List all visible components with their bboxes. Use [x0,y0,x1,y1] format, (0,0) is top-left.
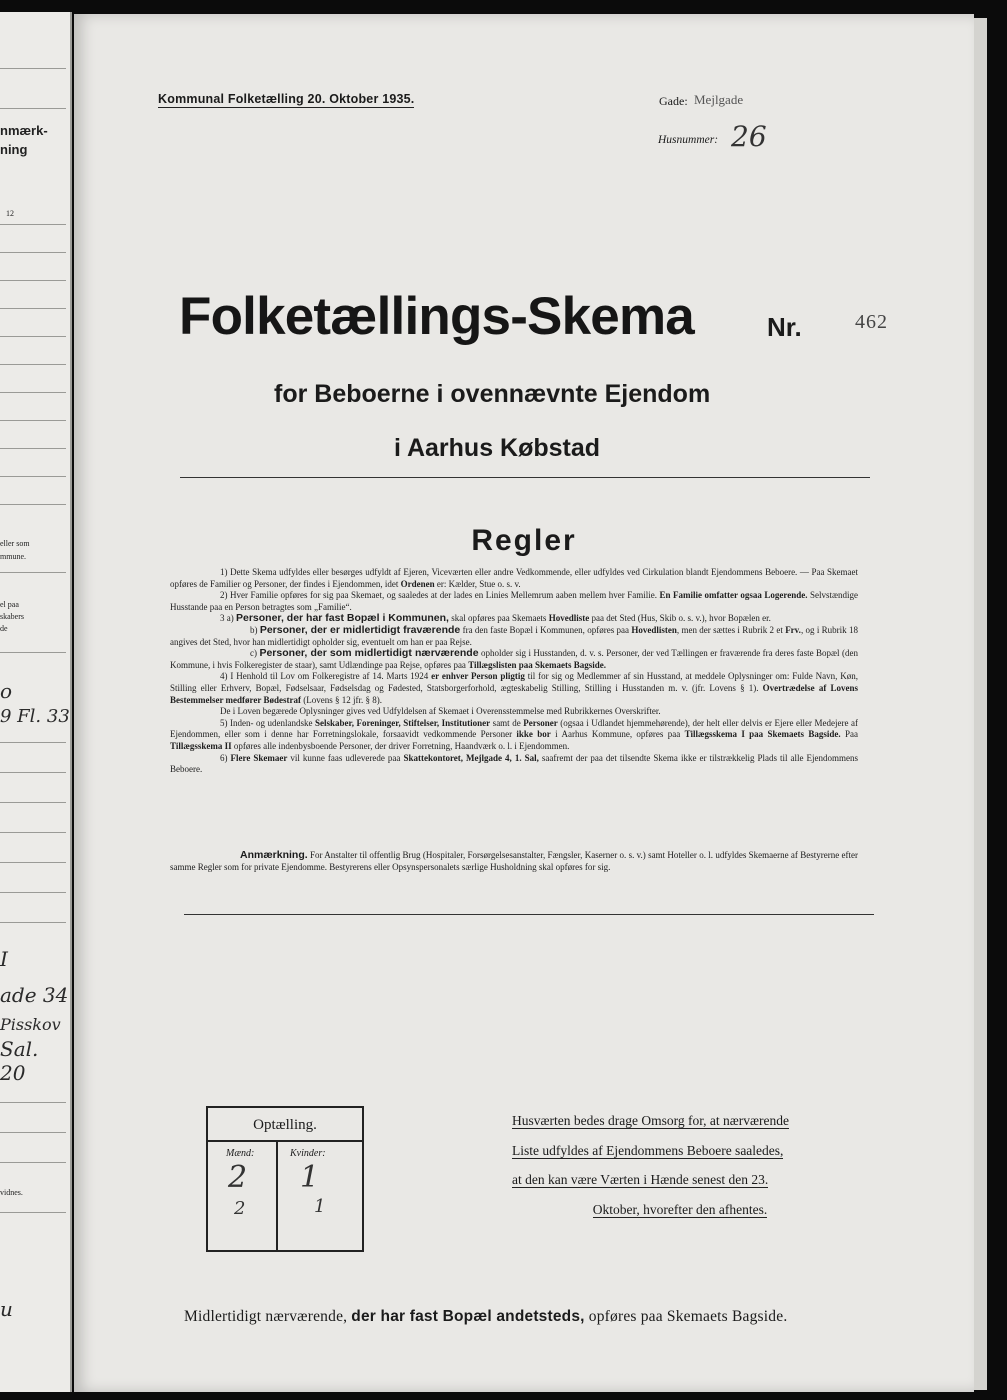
left-page-rule [0,336,66,337]
left-page-rule [0,224,66,225]
left-page-rule [0,448,66,449]
left-page-rule [0,1212,66,1213]
left-page-rule [0,802,66,803]
left-fragment: el paa [0,600,19,609]
left-handwriting: o [0,679,13,703]
left-page-rule [0,476,66,477]
left-fragment: de [0,624,8,633]
form-subtitle-city: i Aarhus Købstad [394,434,601,462]
left-page-rule [0,252,66,253]
left-page-rule [0,308,66,309]
census-form-page [74,14,974,1392]
house-number-label: Husnummer: [658,134,719,146]
women-label: Kvinder: [290,1148,326,1159]
rule-4: 4) I Henhold til Lov om Folkeregistre af 14. Marts 1924 er enhver Person pligtig til for sig og Medlemmer af sin Husstand, at meddele Oplysninger om: Fulde Navn, Køn, Stilling eller Erhverv, Bopæl, Fødselsaar, Fødselsdag og Fødested, Statsborgerforhold, ægteskabelig Stilling, Stilling i Husstanden m. v. (jfr. Lovens § 1). Overtrædelse af Lovens Bestemmelser medfører Bødestraf (Lovens § 12 jfr. § 8). [170,671,858,705]
left-fragment: vidnes. [0,1188,23,1197]
left-page-rule [0,922,66,923]
remark-label: Anmærkning. [240,849,308,861]
street-value: Mejlgade [694,92,744,107]
left-fragment: ning [0,142,28,157]
left-page-rule [0,892,66,893]
left-page-rule [0,772,66,773]
remark-text: Anmærkning. For Anstalter til offentlig Brug (Hospitaler, Forsørgelsesanstalter, Fængsler, Kaserner o. s. v.) samt Hoteller o. l. udfyldes Skemaerne af Bestyrerne efter samme Regler som for private Ejendomme. Bestyrerens eller Opsynspersonalets særlige Husholdning skal opføres for sig. [170,849,858,872]
divider [184,914,874,915]
left-fragment: eller som [0,539,30,548]
left-handwriting: Pisskov [0,1015,61,1034]
left-page-rule [0,364,66,365]
left-page-rule [0,392,66,393]
left-page-rule [0,1102,66,1103]
left-handwriting: Sal. [0,1037,39,1061]
men-count-recount: 2 [234,1198,246,1219]
rule-3b: b) Personer, der er midlertidigt fraværende fra den faste Bopæl i Kommunen, opføres paa Hovedlisten, men der sættes i Rubrik 2 et Frv., og i Rubrik 18 angives det Sted, hvor han midlertidigt opholder sig, eventuelt om han er paa Rejse. [170,623,858,647]
rule-5: 5) Inden- og udenlandske Selskaber, Foreninger, Stiftelser, Institutioner samt de Personer (ogsaa i Udlandet hjemmehørende), der helt eller delvis er Ejere eller Medejere af Ejendommen, eller som i denne har Forretningslokale, forsaavidt vedkommende Personer ikke bor i Aarhus Kommune, opføres paa Tillægsskema I paa Skemaets Bagside. Paa Tillægsskema II opføres alle indenbysboende Personer, der driver Forretning, Haandværk o. l. i Ejendommen. [170,717,858,751]
count-box [206,1106,364,1252]
count-divider [276,1142,278,1252]
left-fragment: skabers [0,612,24,621]
left-page-rule [0,572,66,573]
left-page-rule [0,652,66,653]
left-handwriting: I [0,947,8,971]
census-header: Kommunal Folketælling 20. Oktober 1935. [158,92,415,106]
form-number: 462 [855,311,888,333]
landlord-note: Husværten bedes drage Omsorg for, at nærværende Liste udfyldes af Ejendommens Beboere saaledes, at den kan være Værten i Hænde senest den 23. Oktober, hvorefter den afhentes. [512,1113,790,1217]
left-handwriting: u [0,1297,13,1321]
left-page-rule [0,1132,66,1133]
left-fragment: 12 [6,209,14,218]
form-title: Folketællings-Skema [179,287,694,346]
rule-1: 1) Dette Skema udfyldes eller besørges udfyldt af Ejeren, Viceværten eller andre Vedkommende, eller udfyldes ved Cirkulation blandt Ejendommens Beboere. — Paa Skemaet opføres de Familier og Personer, der findes i Ejendommen, idet Ordenen er: Kælder, Stue o. s. v. [170,567,858,589]
street-label: Gade: [659,94,688,108]
count-title: Optælling. [208,1108,362,1142]
women-count: 1 [300,1160,320,1195]
rule-2: 2) Hver Familie opføres for sig paa Skemaet, og saaledes at der lades en Linies Mellemrum aaben mellem hver Familie. En Familie omfatter ogsaa Logerende. Selvstændige Husstande paa en Person betragtes som „Familie“. [170,590,858,612]
house-number-value: 26 [731,120,767,153]
women-count-recount: 1 [314,1196,326,1217]
left-page-rule [0,1162,66,1163]
left-page-fragment [0,12,72,1392]
left-fragment: nmærk- [0,123,48,138]
rule-4-note: De i Loven begærede Oplysninger gives ved Udfyldelsen af Skemaet i Overensstemmelse med Rubrikkernes Overskrifter. [220,706,661,717]
left-fragment: mmune. [0,552,26,561]
left-page-rule [0,862,66,863]
left-handwriting: 20 [0,1061,26,1085]
men-label: Mænd: [226,1148,255,1159]
left-page-rule [0,742,66,743]
divider [180,477,870,478]
rule-6: 6) Flere Skemaer vil kunne faas udleverede paa Skattekontoret, Mejlgade 4, 1. Sal, saafremt der paa det tilsendte Skema ikke er tilstrækkelig Plads til alle Ejendommens Beboere. [170,752,859,775]
rule-3c: c) Personer, der som midlertidigt nærværende opholder sig i Husstanden, d. v. s. Personer, der ved Tællingen er fraværende fra deres faste Bopæl (den Kommune, i hvis Folkeregister de staar), samt Udlændinge paa Rejse, opføres paa Tillægslisten paa Skemaets Bagside. [170,647,858,670]
left-page-rule [0,68,66,69]
form-subtitle: for Beboerne i ovennævnte Ejendom [274,380,711,408]
rules-heading: Regler [471,524,577,557]
left-page-rule [0,832,66,833]
form-number-label: Nr. [767,312,802,342]
left-page-rule [0,420,66,421]
left-page-rule [0,504,66,505]
left-page-rule [0,108,66,109]
men-count: 2 [228,1160,248,1195]
footer-note: Midlertidigt nærværende, der har fast Bopæl andetsteds, opføres paa Skemaets Bagside. [184,1308,788,1325]
left-handwriting: 9 Fl. 33 [0,706,70,727]
left-page-rule [0,280,66,281]
rule-3a: 3 a) Personer, der har fast Bopæl i Kommunen, skal opføres paa Skemaets Hovedliste paa det Sted (Hus, Skib o. s. v.), hvor Bopælen er. [220,612,771,625]
rules-text [170,567,858,776]
left-handwriting: ade 34 [0,983,69,1007]
